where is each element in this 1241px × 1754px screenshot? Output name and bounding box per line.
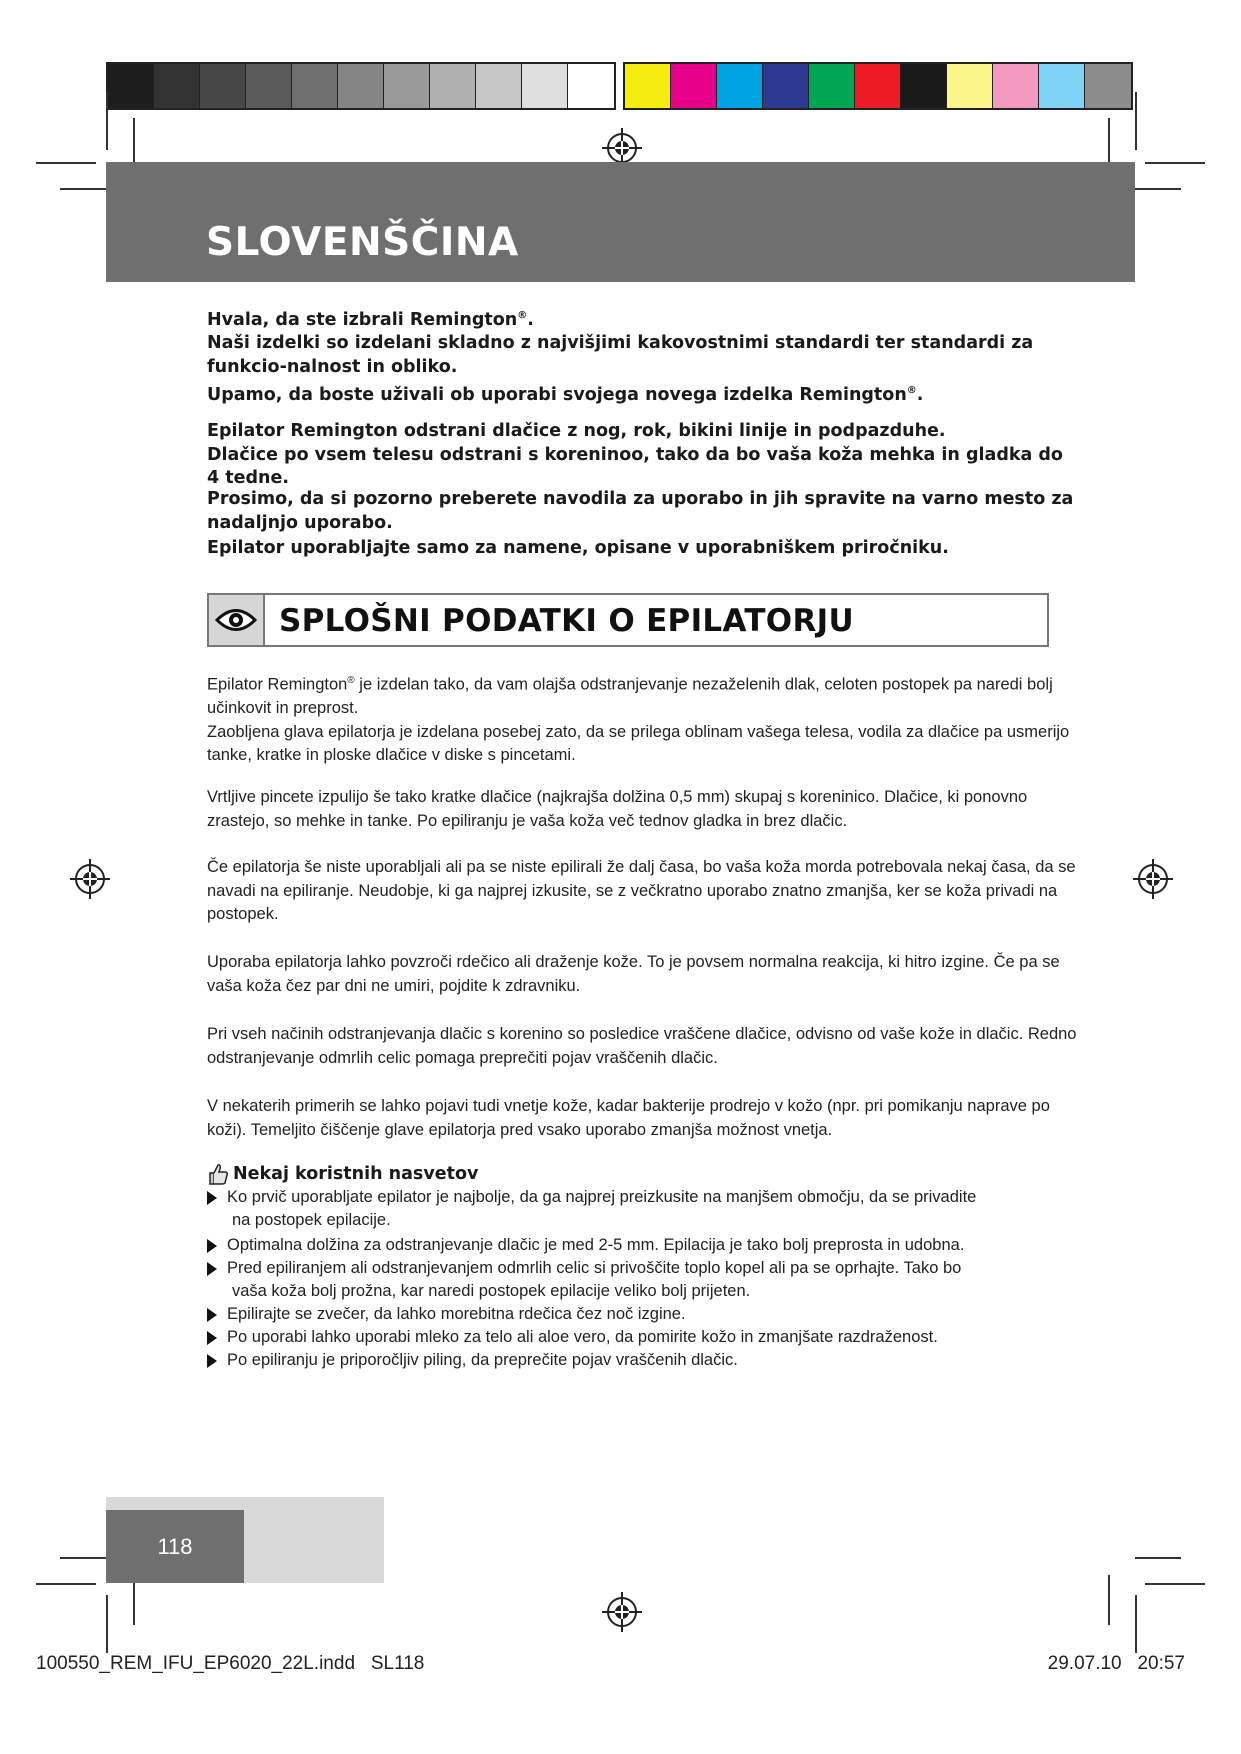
intro-block [207, 420, 1077, 491]
crop-mark [106, 92, 108, 150]
intro-line: Prosimo, da si pozorno preberete navodila za uporabo in jih spravite na varno mesto za nadaljnjo uporabo. [207, 489, 1074, 533]
color-swatch [717, 64, 763, 108]
color-swatch [763, 64, 809, 108]
color-swatch [430, 64, 476, 108]
color-swatch [1085, 64, 1131, 108]
paragraph: Če epilatorja še niste uporabljali ali pa se niste epilirali že dalj časa, bo vaša koža morda potrebovala nekaj časa, da se navadi na epiliranje. Neudobje, ki ga najprej izkusite, se z večkratno uporabo znatno zmanjša, ker se koža privadi na postopek. [207, 858, 1076, 923]
color-swatch [1039, 64, 1085, 108]
intro-line: Epilator uporabljajte samo za namene, opisane v uporabniškem priročniku. [207, 538, 949, 558]
list-item: Po uporabi lahko uporabi mleko za telo ali aloe vero, da pomirite kožo in zmanjšate razdraženost. [207, 1326, 1087, 1349]
bullet-arrow-icon [207, 1191, 217, 1205]
color-swatch [809, 64, 855, 108]
intro-line: Epilator Remington odstrani dlačice z nog, rok, bikini linije in podpazduhe. [207, 421, 946, 441]
crop-mark [1108, 1575, 1110, 1625]
tips-list [207, 1186, 1087, 1372]
crop-mark [1145, 1583, 1205, 1585]
bullet-arrow-icon [207, 1308, 217, 1322]
color-swatch [993, 64, 1039, 108]
paragraph: Vrtljive pincete izpulijo še tako kratke dlačice (najkrajša dolžina 0,5 mm) skupaj s koreninico. Dlačice, ki ponovno zrastejo, so mehke in tanke. Po epiliranju je vaša koža več tednov gladka in brez dlačic. [207, 788, 1028, 830]
crop-mark [106, 1595, 108, 1653]
list-item: Ko prvič uporabljate epilator je najbolje, da ga najprej preizkusite na manjšem območju, da se privadite na postopek epilacije. [207, 1186, 1087, 1232]
slug-timestamp: 29.07.10 20:57 [1047, 1653, 1185, 1674]
tips-heading: Nekaj koristnih nasvetov [207, 1162, 478, 1186]
registration-mark-icon [600, 1590, 644, 1634]
list-item: Optimalna dolžina za odstranjevanje dlačic je med 2-5 mm. Epilacija je tako bolj preprosta in udobna. [207, 1234, 1087, 1257]
section-title: SPLOŠNI PODATKI O EPILATORJU [279, 603, 854, 639]
crop-mark [1135, 188, 1181, 190]
intro-line: Naši izdelki so izdelani skladno z najvišjimi kakovostnimi standardi ter standardi za funkcio-nalnost in obliko. [207, 333, 1034, 377]
crop-mark [1135, 1595, 1137, 1653]
page-title: SLOVENŠČINA [206, 220, 519, 265]
list-item: Po epiliranju je priporočljiv piling, da preprečite pojav vraščenih dlačic. [207, 1349, 1087, 1372]
intro-block [207, 304, 1077, 408]
color-swatch [901, 64, 947, 108]
color-swatch [625, 64, 671, 108]
language-header-band [106, 162, 1135, 282]
paragraph: Uporaba epilatorja lahko povzroči rdečico ali draženje kože. To je povsem normalna reakcija, ki hitro izgine. Če pa se vaša koža čez par dni ne umiri, pojdite k zdravniku. [207, 953, 1060, 995]
intro-block [207, 488, 1077, 561]
page-number: 118 [106, 1510, 244, 1583]
color-swatch [855, 64, 901, 108]
section-icon-cell [209, 595, 265, 645]
crop-mark [1135, 92, 1137, 150]
color-swatch [947, 64, 993, 108]
bullet-arrow-icon [207, 1331, 217, 1345]
process-color-bar [623, 62, 1133, 110]
registration-mark-icon [68, 857, 112, 901]
crop-mark [60, 188, 106, 190]
crop-mark [1135, 1557, 1181, 1559]
color-swatch [384, 64, 430, 108]
paragraph: V nekaterih primerih se lahko pojavi tudi vnetje kože, kadar bakterije prodrejo v kožo (npr. pri pomikanju naprave po koži). Temeljito čiščenje glave epilatorja pred vsako uporabo zmanjša možnost vnetja. [207, 1097, 1050, 1139]
section-header [207, 593, 1049, 647]
bullet-arrow-icon [207, 1354, 217, 1368]
crop-mark [1145, 162, 1205, 164]
crop-mark [36, 162, 96, 164]
color-swatch [522, 64, 568, 108]
bullet-arrow-icon [207, 1262, 217, 1276]
crop-mark [60, 1557, 106, 1559]
registration-mark-icon [1131, 857, 1175, 901]
grayscale-color-bar [106, 62, 616, 110]
crop-mark [133, 118, 135, 168]
paragraph: Pri vseh načinih odstranjevanja dlačic s korenino so posledice vraščene dlačice, odvisno od vaše kože in dlačic. Redno odstranjevanje odmrlih celic pomaga preprečiti pojav vraščenih dlačic. [207, 1025, 1077, 1067]
list-item: Epilirajte se zvečer, da lahko morebitna rdečica čez noč izgine. [207, 1303, 1087, 1326]
slug-filename: 100550_REM_IFU_EP6020_22L.indd SL118 [36, 1653, 425, 1674]
color-swatch [476, 64, 522, 108]
color-swatch [338, 64, 384, 108]
intro-line: Upamo, da boste uživali ob uporabi svojega novega izdelka Remington®. [207, 385, 924, 406]
crop-mark [1108, 118, 1110, 168]
color-swatch [200, 64, 246, 108]
color-swatch [246, 64, 292, 108]
intro-line: Dlačice po vsem telesu odstrani s koreninoo, tako da bo vaša koža mehka in gladka do 4 tedne. [207, 444, 1063, 488]
thumbs-up-icon [207, 1162, 229, 1186]
color-swatch [671, 64, 717, 108]
list-item: Pred epiliranjem ali odstranjevanjem odmrlih celic si privoščite toplo kopel ali pa se oprhajte. Tako bo vaša koža bolj prožna, kar naredi postopek epilacije veliko bolj prijeten. [207, 1257, 1087, 1303]
color-swatch [292, 64, 338, 108]
intro-line: Hvala, da ste izbrali Remington®. [207, 309, 534, 330]
paragraph: Epilator Remington® je izdelan tako, da vam olajša odstranjevanje nezaželenih dlak, celoten postopek pa naredi bolj učinkovit in preprost. Zaobljena glava epilatorja je izdelana posebej zato, da se prilega oblinam vašega telesa, vodila za dlačice pa usmerijo tanke, kratke in ploske dlačice v diske s pincetami. [207, 675, 1070, 764]
color-swatch [568, 64, 614, 108]
bullet-arrow-icon [207, 1239, 217, 1253]
color-swatch [154, 64, 200, 108]
color-swatch [108, 64, 154, 108]
eye-icon [215, 607, 257, 633]
crop-mark [36, 1583, 96, 1585]
